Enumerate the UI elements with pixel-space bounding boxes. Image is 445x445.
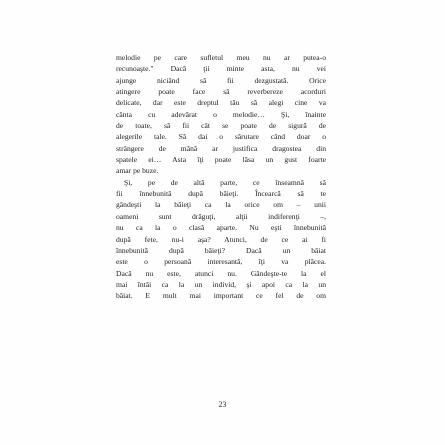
page-number: 23 (218, 400, 227, 409)
text-line: delicate, dar este dreptul tău să alegi cine va (116, 98, 326, 108)
text-line: atingere poate face să reverbereze acorduri (116, 87, 326, 97)
paragraph-end-line: amar pe buze. (116, 166, 159, 176)
text-line: melodie pe care sufletul meu nu ar putea-o (116, 53, 326, 62)
text-line: ajunge niciând să fii dezgustată. Orice (116, 75, 326, 85)
text-line: fii înnebunită după băieţi. Încearcă să te (116, 189, 326, 199)
text-line: oameni sunt drăguţi, alţii indiferenţi –, (116, 211, 326, 221)
text-line: spatele ei… Asta îţi poate lăsa un gust foarte (116, 155, 326, 165)
text-line: de toate, să fii cât se poate de sigură de (116, 121, 326, 131)
text-line: gândeşti la băieţi ca la orice om – unii (116, 200, 326, 210)
paragraph-start-line: Şi, pe de altă parte, ce înseamnă să (124, 177, 326, 187)
text-line: strângere de mână ar justifica dragostea din (116, 143, 326, 153)
text-line: este o persoană interesantă, îţi va plăcea. (116, 257, 326, 267)
text-line: alegerile tale. Să dai o sărutare când doar o (116, 132, 326, 142)
text-line: recunoaşte." Dacă ţii minte asta, nu vei (116, 64, 326, 74)
text-line: Dacă nu este, atunci nu. Gândeşte-te la el (116, 268, 326, 278)
text-line: înnebunită după băieţi? Dacă un băiat (116, 245, 326, 255)
text-line: băiat. E mult mai important ce fel de om (116, 291, 326, 301)
text-line: nu ca la o clasă aparte. Nu eşti înnebunită (116, 223, 326, 233)
text-line: cânta cu adevărat o melodie… Şi, înainte (116, 109, 326, 119)
text-line: mai întâi ca la un individ, şi apoi ca la un (116, 279, 326, 289)
body-text (116, 52, 326, 302)
text-line: după fete, nu-i aşa? Atunci, de ce ai fi (116, 234, 326, 244)
